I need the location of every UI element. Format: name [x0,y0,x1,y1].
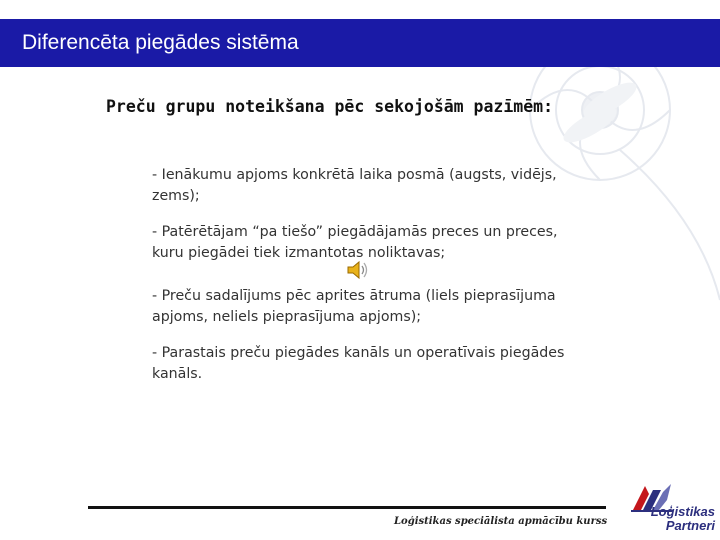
bullet-item: - Parastais preču piegādes kanāls un operatīvais piegādes kanāls. [152,345,565,382]
footer-text: Loģistikas speciālista apmācību kurss [394,516,608,527]
logo-text-line1: Loģistikas [650,504,715,519]
title-bar [0,19,720,67]
logo-text-line2: Partneri [665,518,715,533]
slide-heading: Preču grupu noteikšana pēc sekojošām pazīmēm: [106,97,554,116]
speaker-icon[interactable] [345,258,371,282]
bullet-item: - Preču sadalījums pēc aprites ātruma (liels pieprasījuma apjoms, neliels pieprasījuma apjoms); [152,288,556,325]
footer-divider [88,506,606,509]
bullet-item: - Ienākumu apjoms konkrētā laika posmā (augsts, vidējs, zems); [152,167,557,204]
bullet-item: - Patērētājam “pa tiešo” piegādājamās preces un preces, kuru piegādei tiek izmantotas noliktavas; [152,224,558,261]
company-logo [625,480,717,536]
slide-title: Diferencēta piegādes sistēma [22,31,299,54]
